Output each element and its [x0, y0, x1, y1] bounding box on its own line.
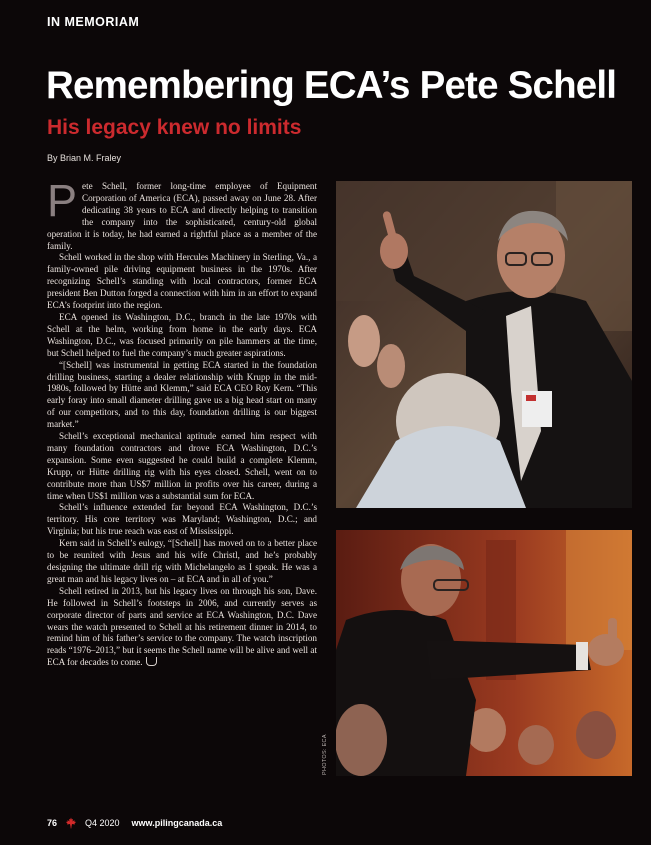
paragraph-4: “[Schell] was instrumental in getting ECA started in the foundation drilling business, starting a dealer relationship with Krupp in the mid-1980s, followed by Hütte and Klemm,” said ECA CEO Roy Kern. “This early foray into small diameter drilling gave us a big head start on many of our competitors, and to this day, foundation drilling is our biggest market.”: [47, 359, 317, 430]
paragraph-8-text: Schell retired in 2013, but his legacy lives on through his son, Dave. He followed in Schell’s footsteps in 2006, and currently serves as corporate director of parts and service at ECA Washington, D.C. Dave wears the watch presented to Schell at his retirement dinner in 2014, to remind him of his father’s service to the company. The watch inscription reads “1976–2013,” but it seems the Schell name will be alive and well at ECA for decades to come.: [47, 585, 317, 668]
paragraph-3: ECA opened its Washington, D.C., branch in the late 1970s with Schell at the helm, working from home in the early days. ECA Washington, D.C., was focused primarily on pile hammers at the time, but Schell helped to fuel the company’s much greater aspirations.: [47, 311, 317, 358]
paragraph-6: Schell’s influence extended far beyond ECA Washington, D.C.’s territory. His core territory was Maryland; Washington, D.C.; and Virginia; but his true reach was east of Mississippi.: [47, 502, 317, 537]
byline: By Brian M. Fraley: [47, 153, 122, 163]
issue-label: Q4 2020: [85, 818, 120, 828]
article-subtitle: His legacy knew no limits: [47, 116, 302, 139]
photo-credit: PHOTOS: ECA: [322, 734, 328, 775]
paragraph-2: Schell worked in the shop with Hercules Machinery in Sterling, Va., a family-owned pile driving equipment business in the 1970s. After recognizing Schell’s standing with local contractors, former ECA president Ben Dutton forged a connection with him in an effort to expand ECA’s footprint into the region.: [47, 252, 317, 311]
drop-cap: P: [47, 175, 78, 226]
paragraph-1-text: ete Schell, former long-time employee of Equipment Corporation of America (ECA), passed away on June 28. After dedicating 38 years to ECA and directly helping to transition the company into the sophisticated, century-old global operation it is today, he had earned a rightful place as a member of the family.: [47, 181, 317, 251]
photo-schell-pointing: [336, 181, 632, 508]
maple-leaf-icon: [65, 817, 77, 829]
section-label: IN MEMORIAM: [47, 15, 140, 29]
website-link[interactable]: www.pilingcanada.ca: [131, 818, 223, 828]
paragraph-1: [47, 175, 317, 252]
paragraph-7: Kern said in Schell’s eulogy, “[Schell] has moved on to a better place to be reunited with Jesus and his wife Christl, and he’s probably designing the ultimate drill rig with Michelangelo as I speak. He was a great man and his legacy lives on – at ECA and in all of you.”: [47, 538, 317, 584]
photo-schell-thumbs-up: [336, 530, 632, 776]
page-footer: [47, 817, 222, 829]
page-number: 76: [47, 818, 58, 828]
paragraph-8: [47, 586, 317, 669]
end-mark-icon: [146, 657, 157, 666]
article-title: Remembering ECA’s Pete Schell: [46, 64, 617, 107]
paragraph-5: Schell’s exceptional mechanical aptitude earned him respect with many foundation contractors and drove ECA Washington, D.C.’s expansion. Some even suggested he could build a complete Klemm, Krupp, or Hütte drilling rig with his eyes closed. Schell, went on to contribute more than US$7 million in profits over his career, during a time when US$1 million was a substantial sum for ECA.: [47, 431, 317, 501]
article-body: [47, 175, 317, 669]
